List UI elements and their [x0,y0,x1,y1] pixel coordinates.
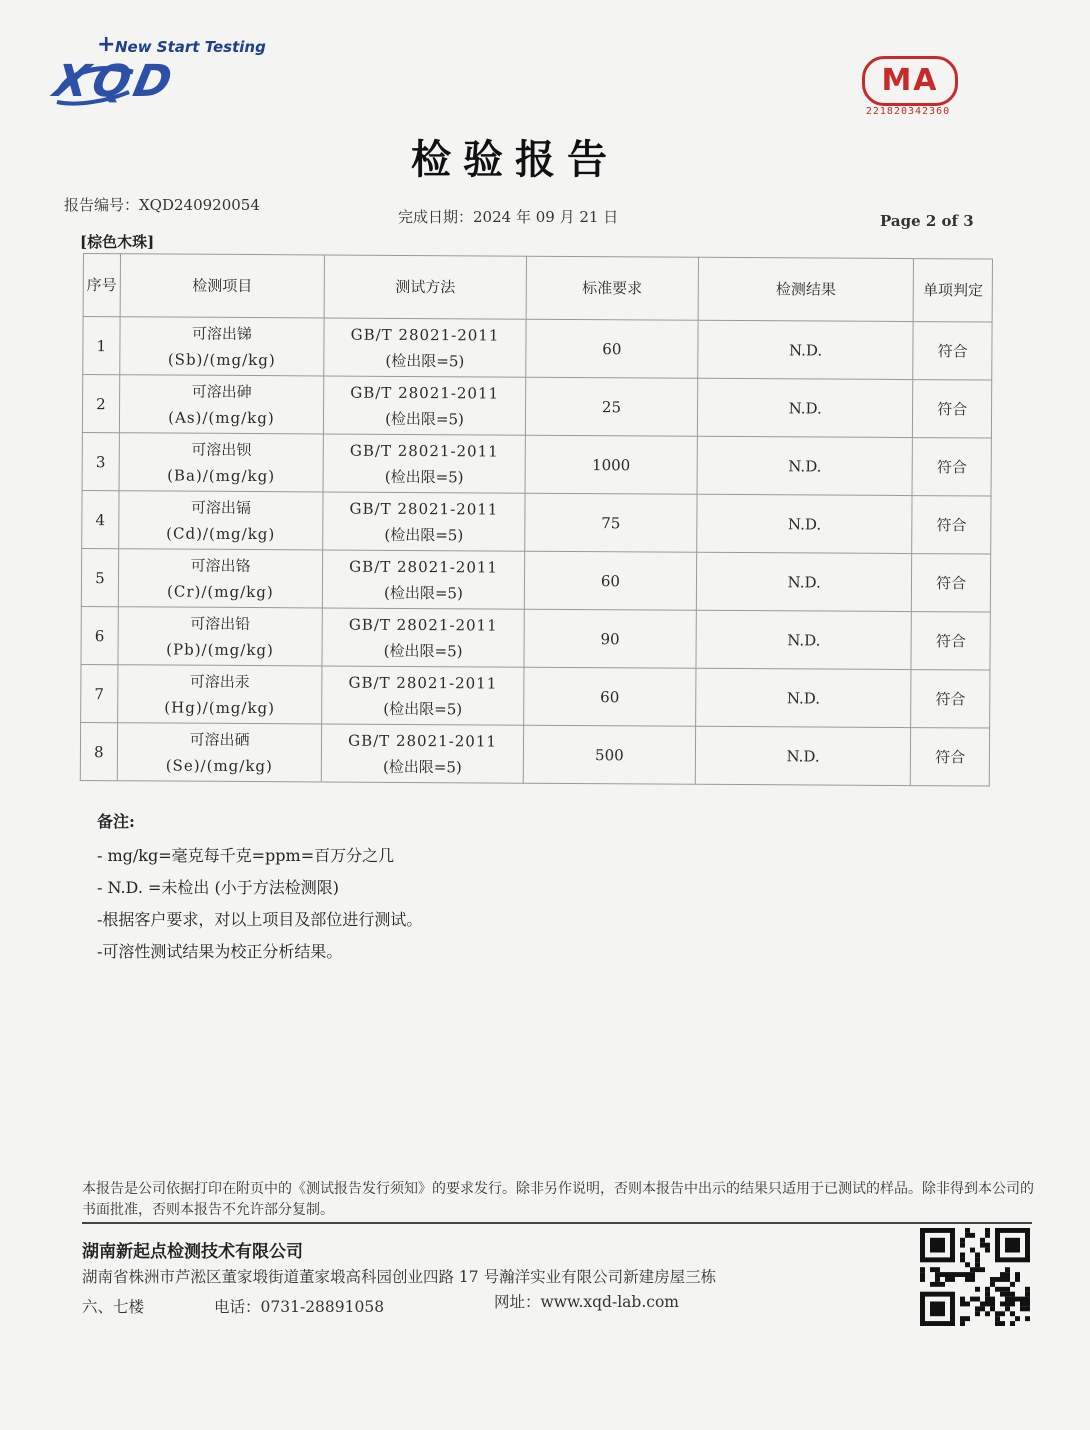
table-row [82,375,991,439]
cell-method [323,376,525,435]
header-standard: 标准要求 [526,256,698,320]
cell-no: 6 [81,606,118,664]
cell-item [120,317,325,376]
item-name: 可溶出硒 [189,730,250,749]
cell-result: N.D. [696,668,912,727]
cell-result: N.D. [695,726,911,785]
cell-standard: 90 [524,609,696,668]
header-item: 检测项目 [120,254,325,318]
cell-result: N.D. [697,494,913,553]
cell-no: 4 [82,490,119,548]
table-header-row [83,254,992,323]
company-name: 湖南新起点检测技术有限公司 [82,1242,303,1262]
method-limit: (检出限=5) [383,583,463,602]
item-unit: (As)/(mg/kg) [168,408,275,427]
item-unit: (Pb)/(mg/kg) [166,640,274,659]
cell-standard: 60 [526,319,698,378]
cell-result: N.D. [697,436,913,495]
item-name: 可溶出锑 [191,324,253,343]
table-row [82,432,991,496]
completion-date: 完成日期：2024 年 09 月 21 日 [398,208,619,226]
cell-item [119,375,324,434]
table-row [81,548,990,612]
item-unit: (Ba)/(mg/kg) [167,466,276,485]
table-row [82,490,991,554]
cell-judgement: 符合 [913,322,992,380]
cell-result: N.D. [698,320,914,379]
qr-code-icon [920,1228,1030,1326]
cell-no: 2 [82,375,119,433]
method-standard: GB/T 28021-2011 [349,557,499,577]
cell-result: N.D. [696,610,912,669]
table-row [81,606,990,670]
company-address [82,1262,902,1322]
method-limit: (检出限=5) [385,351,465,370]
method-standard: GB/T 28021-2011 [348,731,498,751]
results-table [80,253,993,787]
cell-method [321,724,523,783]
cell-item [119,433,324,492]
cell-method [323,492,525,551]
cell-no: 7 [81,664,118,722]
cell-no: 5 [81,548,118,606]
cell-judgement: 符合 [911,612,990,670]
item-name: 可溶出镉 [190,498,251,517]
cell-standard: 25 [525,377,697,436]
cma-seal-icon [858,56,958,122]
cell-item [118,607,323,666]
address-line-2: 六、七楼 [82,1298,145,1316]
item-unit: (Hg)/(mg/kg) [164,698,276,717]
cell-judgement: 符合 [911,728,990,786]
note-item: - N.D. =未检出 (小于方法检测限) [97,878,339,897]
method-limit: (检出限=5) [382,757,462,776]
item-name: 可溶出钡 [191,440,252,459]
xqd-logo-icon: + New Start Testing XQD [49,32,266,107]
sample-section-label: [棕色木珠] [80,233,155,251]
cell-item [119,491,324,550]
cell-standard: 60 [524,667,696,726]
address-line-1: 湖南省株洲市芦淞区董家塅街道董家塅高科园创业四路 17 号瀚洋实业有限公司新建房屋三栋 [82,1268,717,1286]
notes-block [97,806,422,968]
cma-number: 221820342360 [865,106,951,117]
cell-standard: 75 [525,493,697,552]
page-number: Page 2 of 3 [880,212,974,230]
method-limit: (检出限=5) [384,467,464,486]
cell-judgement: 符合 [911,670,990,728]
cell-item [118,549,323,608]
item-unit: (Se)/(mg/kg) [165,756,273,775]
cell-standard: 1000 [525,435,697,494]
table-row [83,317,992,381]
cell-result: N.D. [696,552,912,611]
cell-judgement: 符合 [913,438,992,496]
cell-standard: 60 [524,551,696,610]
method-standard: GB/T 28021-2011 [349,441,499,461]
method-limit: (检出限=5) [384,525,464,544]
logo-mark: XQD [49,56,181,107]
item-name: 可溶出铬 [190,556,251,575]
cell-method [323,434,525,493]
cell-judgement: 符合 [912,496,991,554]
cell-method [322,550,524,609]
cell-no: 8 [80,722,117,780]
method-standard: GB/T 28021-2011 [348,673,498,693]
cma-mark: MA [862,56,958,106]
method-limit: (检出限=5) [383,641,463,660]
cell-result: N.D. [697,378,913,437]
item-name: 可溶出铅 [190,614,251,633]
cell-judgement: 符合 [912,554,991,612]
page-title: 检验报告 [411,136,619,183]
cell-judgement: 符合 [913,380,992,438]
company-website: 网址：www.xqd-lab.com [494,1293,679,1311]
header-judgement: 单项判定 [914,259,993,322]
cell-no: 1 [83,317,120,375]
cell-method [322,666,524,725]
item-unit: (Cd)/(mg/kg) [166,524,276,543]
note-item: -可溶性测试结果为校正分析结果。 [97,942,343,961]
cell-no: 3 [82,432,119,490]
report-number: 报告编号：XQD240920054 [64,196,260,214]
notes-heading: 备注: [97,812,135,831]
method-standard: GB/T 28021-2011 [350,383,500,403]
cell-item [117,665,322,724]
footer-divider [82,1222,1032,1224]
method-limit: (检出限=5) [385,409,464,428]
method-standard: GB/T 28021-2011 [349,499,499,519]
cell-method [324,318,526,377]
note-item: - mg/kg=毫克每千克=ppm=百万分之几 [97,846,395,865]
table-row [81,664,990,728]
item-unit: (Cr)/(mg/kg) [166,582,274,601]
logo-tagline: New Start Testing [115,38,266,56]
item-unit: (Sb)/(mg/kg) [167,350,276,369]
header-no: 序号 [83,254,120,317]
disclaimer: 本报告是公司依据打印在附页中的《测试报告发行须知》的要求发行。除非另作说明，否则本报告中出示的结果只适用于已测试的样品。除非得到本公司的书面批准，否则本报告不允许部分复制。 [82,1181,1034,1218]
method-standard: GB/T 28021-2011 [350,325,500,345]
item-name: 可溶出砷 [191,382,252,401]
cell-item [117,723,322,782]
table-row [80,722,989,786]
cell-standard: 500 [523,725,695,784]
header-result: 检测结果 [698,257,914,321]
note-item: -根据客户要求，对以上项目及部位进行测试。 [97,910,423,929]
results-table-body [80,317,992,787]
method-standard: GB/T 28021-2011 [348,615,498,635]
company-phone: 电话：0731-28891058 [214,1298,385,1316]
cell-method [322,608,524,667]
method-limit: (检出限=5) [383,699,463,718]
item-name: 可溶出汞 [189,672,250,691]
header-method: 测试方法 [324,255,526,319]
